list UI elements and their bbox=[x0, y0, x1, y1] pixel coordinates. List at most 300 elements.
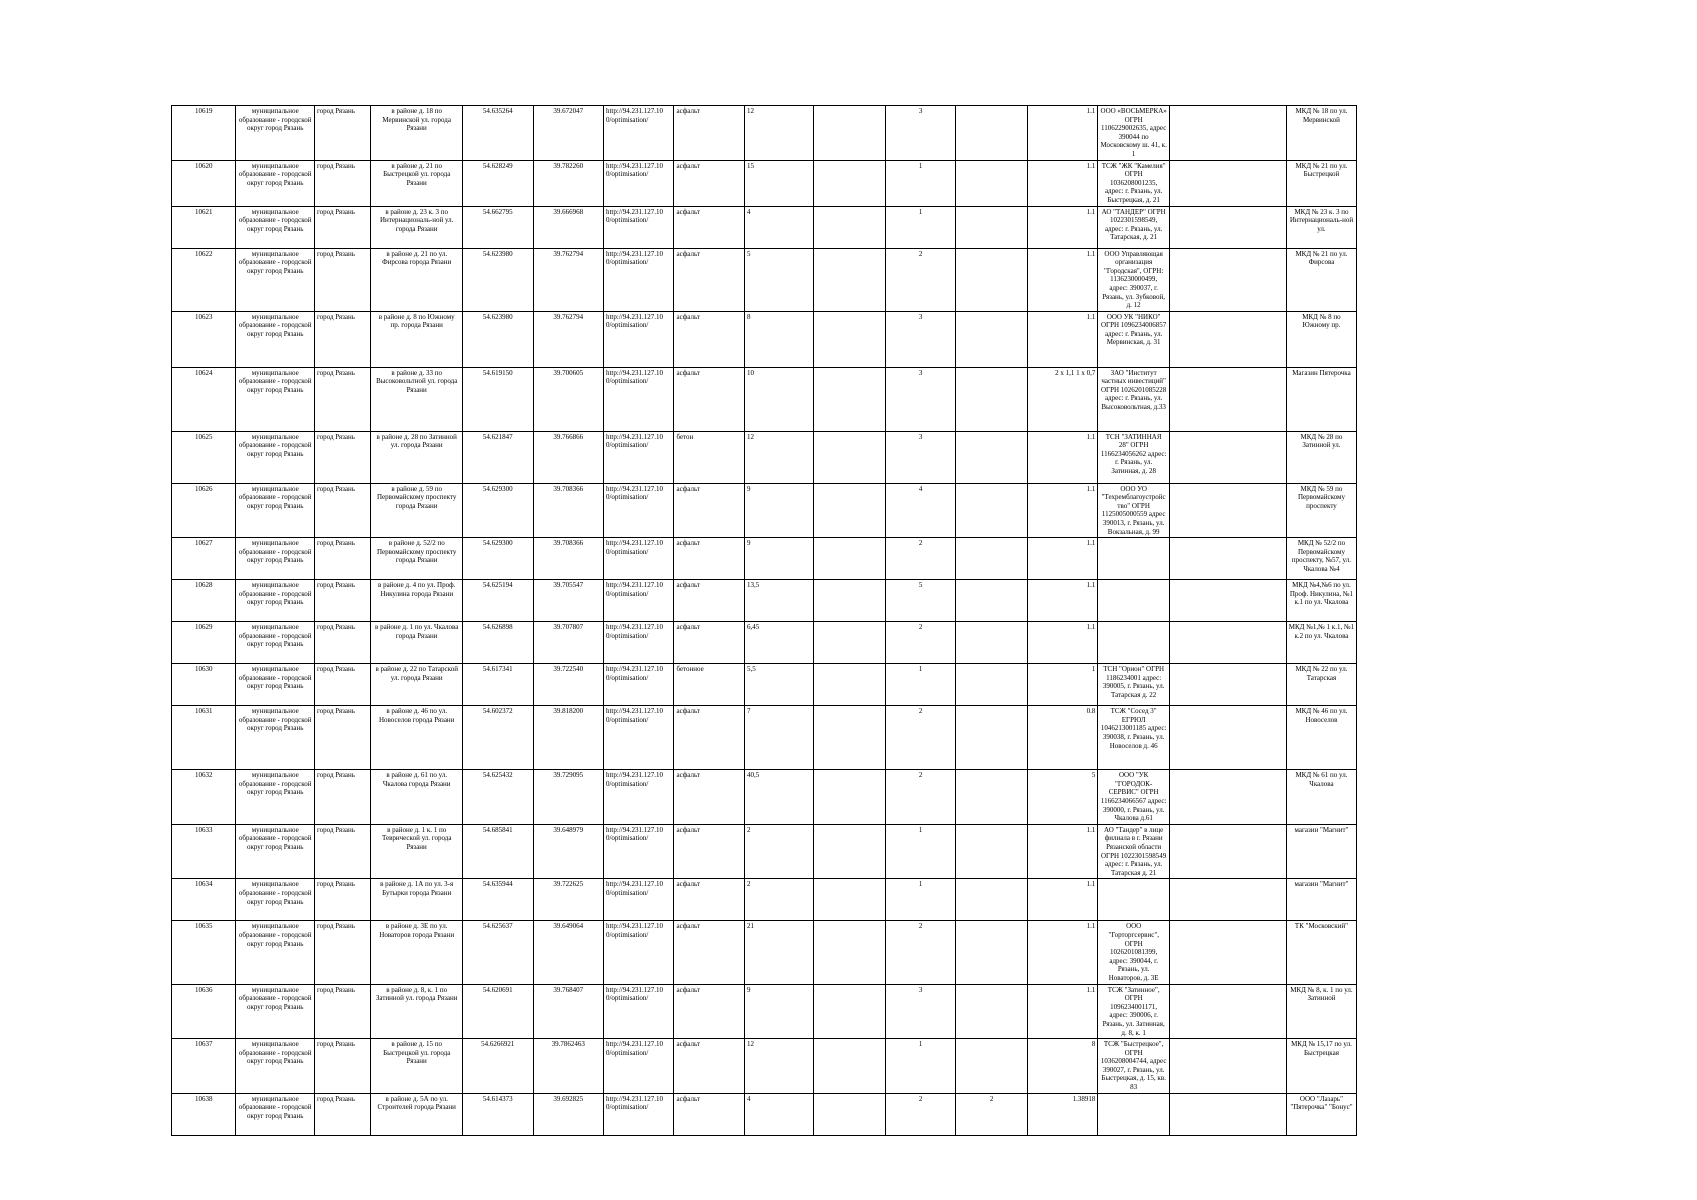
container-sites-table bbox=[171, 105, 1453, 1136]
owner-cell: ТСЖ "Быстрецкое", ОГРН 1036208004744, адрес 390027, г. Рязань, ул. Быстрецкая, д. 15, кв. 83 bbox=[1098, 1039, 1170, 1094]
table-row bbox=[172, 367, 1453, 431]
municipality-cell: муниципальное образование - городской округ город Рязань bbox=[236, 664, 315, 706]
container-count-cell: 2 bbox=[885, 1093, 955, 1135]
area-cell: 15 bbox=[744, 160, 813, 206]
volume-cell: 8 bbox=[1027, 1039, 1097, 1094]
volume-cell: 1.1 bbox=[1027, 921, 1097, 984]
area-cell: 12 bbox=[744, 431, 813, 483]
latitude-cell: 54.625194 bbox=[463, 580, 533, 622]
city-cell: город Рязань bbox=[314, 664, 370, 706]
map-link-cell: http://94.231.127.10 0/optimisation/ bbox=[603, 770, 673, 825]
empty-cell bbox=[1169, 706, 1286, 770]
extra-count-cell bbox=[956, 160, 1028, 206]
container-count-cell: 3 bbox=[885, 367, 955, 431]
waste-source-cell: МКД №1,№ 1 к.1, №1 к.2 по ул. Чкалова bbox=[1286, 622, 1356, 664]
surface-cell: асфальт bbox=[674, 1093, 744, 1135]
city-cell: город Рязань bbox=[314, 580, 370, 622]
row-id: 10632 bbox=[172, 770, 236, 825]
volume-cell: 1.1 bbox=[1027, 824, 1097, 879]
municipality-cell: муниципальное образование - городской округ город Рязань bbox=[236, 431, 315, 483]
empty-cell bbox=[1169, 921, 1286, 984]
volume-cell: 1.38918 bbox=[1027, 1093, 1097, 1135]
longitude-cell: 39.708366 bbox=[533, 483, 603, 538]
empty-cell bbox=[814, 248, 886, 311]
empty-cell bbox=[1169, 879, 1286, 921]
longitude-cell: 39.666968 bbox=[533, 206, 603, 248]
extra-count-cell bbox=[956, 106, 1028, 161]
extra-count-cell bbox=[956, 206, 1028, 248]
area-cell: 7 bbox=[744, 706, 813, 770]
municipality-cell: муниципальное образование - городской округ город Рязань bbox=[236, 580, 315, 622]
owner-cell: ТСЖ "ЖК "Камелия" ОГРН 1036208001235, адрес: г. Рязань, ул. Быстрецкая, д. 21 bbox=[1098, 160, 1170, 206]
empty-cell bbox=[814, 367, 886, 431]
location-cell: в районе д. 1 к. 1 по Теврической ул. города Рязани bbox=[371, 824, 463, 879]
map-link-cell: http://94.231.127.10 0/optimisation/ bbox=[603, 431, 673, 483]
volume-cell: 1.1 bbox=[1027, 483, 1097, 538]
map-link-cell: http://94.231.127.10 0/optimisation/ bbox=[603, 664, 673, 706]
owner-cell: АО "Тандер" в лице филиала в г. Рязани Рязанской области ОГРН 1022301598549 адрес: г. Рязань, ул. Татарская д. 21 bbox=[1098, 824, 1170, 879]
container-count-cell: 2 bbox=[885, 538, 955, 580]
empty-cell bbox=[814, 311, 886, 367]
map-link-cell: http://94.231.127.10 0/optimisation/ bbox=[603, 622, 673, 664]
empty-cell bbox=[1169, 824, 1286, 879]
container-count-cell: 5 bbox=[885, 580, 955, 622]
extra-count-cell bbox=[956, 248, 1028, 311]
map-link-cell: http://94.231.127.10 0/optimisation/ bbox=[603, 248, 673, 311]
container-count-cell: 2 bbox=[885, 770, 955, 825]
location-cell: в районе д. 3Е по ул. Новаторов города Рязани bbox=[371, 921, 463, 984]
table-row bbox=[172, 664, 1453, 706]
location-cell: в районе д. 4 по ул. Проф. Никулина города Рязани bbox=[371, 580, 463, 622]
row-id: 10634 bbox=[172, 879, 236, 921]
city-cell: город Рязань bbox=[314, 311, 370, 367]
longitude-cell: 39.692825 bbox=[533, 1093, 603, 1135]
city-cell: город Рязань bbox=[314, 706, 370, 770]
longitude-cell: 39.762794 bbox=[533, 311, 603, 367]
empty-cell bbox=[1169, 160, 1286, 206]
owner-cell bbox=[1098, 538, 1170, 580]
area-cell: 10 bbox=[744, 367, 813, 431]
waste-source-cell: МКД № 46 по ул. Новоселов bbox=[1286, 706, 1356, 770]
container-count-cell: 1 bbox=[885, 824, 955, 879]
map-link-cell: http://94.231.127.10 0/optimisation/ bbox=[603, 367, 673, 431]
empty-cell bbox=[1169, 984, 1286, 1039]
surface-cell: асфальт bbox=[674, 160, 744, 206]
latitude-cell: 54.623980 bbox=[463, 248, 533, 311]
empty-cell bbox=[1169, 1039, 1286, 1094]
owner-cell bbox=[1098, 622, 1170, 664]
container-count-cell: 3 bbox=[885, 984, 955, 1039]
volume-cell: 1.1 bbox=[1027, 580, 1097, 622]
empty-cell bbox=[814, 622, 886, 664]
location-cell: в районе д. 15 по Быстрецкой ул. города Рязани bbox=[371, 1039, 463, 1094]
municipality-cell: муниципальное образование - городской округ город Рязань bbox=[236, 483, 315, 538]
table-row bbox=[172, 311, 1453, 367]
container-count-cell: 3 bbox=[885, 106, 955, 161]
longitude-cell: 39.782260 bbox=[533, 160, 603, 206]
empty-cell bbox=[814, 984, 886, 1039]
map-link-cell: http://94.231.127.10 0/optimisation/ bbox=[603, 160, 673, 206]
area-cell: 6,45 bbox=[744, 622, 813, 664]
owner-cell: ООО УК "НИКО" ОГРН 1096234006857 адрес: г. Рязань, ул. Мервинская, д. 31 bbox=[1098, 311, 1170, 367]
waste-source-cell: МКД № 28 по Затинной ул. bbox=[1286, 431, 1356, 483]
row-id: 10635 bbox=[172, 921, 236, 984]
row-id: 10620 bbox=[172, 160, 236, 206]
map-link-cell: http://94.231.127.10 0/optimisation/ bbox=[603, 1093, 673, 1135]
extra-count-cell bbox=[956, 367, 1028, 431]
location-cell: в районе д. 61 по ул. Чкалова города Рязани bbox=[371, 770, 463, 825]
empty-cell bbox=[1169, 538, 1286, 580]
table-row bbox=[172, 706, 1453, 770]
table-row bbox=[172, 106, 1453, 161]
owner-cell: ООО "Горторгсервис", ОГРН 1026201081399, адрес: 390044, г. Рязань, ул. Новаторов, д. 3Е bbox=[1098, 921, 1170, 984]
waste-source-cell: магазин "Магнит" bbox=[1286, 879, 1356, 921]
volume-cell: 1.1 bbox=[1027, 984, 1097, 1039]
longitude-cell: 39.649064 bbox=[533, 921, 603, 984]
map-link-cell: http://94.231.127.10 0/optimisation/ bbox=[603, 483, 673, 538]
location-cell: в районе д. 52/2 по Первомайскому проспекту города Рязани bbox=[371, 538, 463, 580]
row-id: 10627 bbox=[172, 538, 236, 580]
city-cell: город Рязань bbox=[314, 879, 370, 921]
waste-source-cell: МКД № 52/2 по Первомайскому проспекту, №57, ул. Чкалова №4 bbox=[1286, 538, 1356, 580]
owner-cell: ТСЖ "Сосед 3" ЕГРЮЛ 1046213001185 адрес: 390038, г. Рязань, ул. Новоселов д. 46 bbox=[1098, 706, 1170, 770]
waste-source-cell: МКД № 8, к. 1 по ул. Затинной bbox=[1286, 984, 1356, 1039]
location-cell: в районе д. 33 по Высоковольтной ул. города Рязани bbox=[371, 367, 463, 431]
area-cell: 9 bbox=[744, 984, 813, 1039]
latitude-cell: 54.6266921 bbox=[463, 1039, 533, 1094]
city-cell: город Рязань bbox=[314, 538, 370, 580]
extra-count-cell bbox=[956, 431, 1028, 483]
location-cell: в районе д. 1 по ул. Чкалова города Рязани bbox=[371, 622, 463, 664]
container-count-cell: 1 bbox=[885, 160, 955, 206]
table-row bbox=[172, 1039, 1453, 1094]
area-cell: 2 bbox=[744, 879, 813, 921]
volume-cell: 0.8 bbox=[1027, 706, 1097, 770]
row-id: 10624 bbox=[172, 367, 236, 431]
table-row bbox=[172, 984, 1453, 1039]
extra-count-cell bbox=[956, 580, 1028, 622]
longitude-cell: 39.707807 bbox=[533, 622, 603, 664]
owner-cell: ООО "УК "ГОРОДОК-СЕРВИС" ОГРН 1166234066567 адрес: 390000, г. Рязань, ул. Чкалова д.61 bbox=[1098, 770, 1170, 825]
longitude-cell: 39.7862463 bbox=[533, 1039, 603, 1094]
row-id: 10631 bbox=[172, 706, 236, 770]
empty-cell bbox=[1169, 367, 1286, 431]
waste-source-cell: МКД № 22 по ул. Татарская bbox=[1286, 664, 1356, 706]
latitude-cell: 54.629300 bbox=[463, 538, 533, 580]
latitude-cell: 54.621847 bbox=[463, 431, 533, 483]
empty-cell bbox=[814, 921, 886, 984]
area-cell: 13,5 bbox=[744, 580, 813, 622]
empty-cell bbox=[1169, 431, 1286, 483]
area-cell: 12 bbox=[744, 106, 813, 161]
waste-source-cell: ООО "Лазарь" "Пятерочка" "Бонус" bbox=[1286, 1093, 1356, 1135]
city-cell: город Рязань bbox=[314, 1093, 370, 1135]
area-cell: 4 bbox=[744, 206, 813, 248]
area-cell: 8 bbox=[744, 311, 813, 367]
empty-cell bbox=[1169, 311, 1286, 367]
owner-cell: АО "ТАНДЕР" ОГРН 1022301598549, адрес: г. Рязань, ул. Татарская, д. 21 bbox=[1098, 206, 1170, 248]
map-link-cell: http://94.231.127.10 0/optimisation/ bbox=[603, 984, 673, 1039]
municipality-cell: муниципальное образование - городской округ город Рязань bbox=[236, 984, 315, 1039]
table-row bbox=[172, 824, 1453, 879]
map-link-cell: http://94.231.127.10 0/optimisation/ bbox=[603, 311, 673, 367]
waste-source-cell: МКД № 21 по ул. Быстрецкой bbox=[1286, 160, 1356, 206]
city-cell: город Рязань bbox=[314, 1039, 370, 1094]
container-count-cell: 2 bbox=[885, 921, 955, 984]
city-cell: город Рязань bbox=[314, 206, 370, 248]
municipality-cell: муниципальное образование - городской округ город Рязань bbox=[236, 770, 315, 825]
row-id: 10629 bbox=[172, 622, 236, 664]
latitude-cell: 54.625637 bbox=[463, 921, 533, 984]
area-cell: 21 bbox=[744, 921, 813, 984]
city-cell: город Рязань bbox=[314, 106, 370, 161]
owner-cell: ТСЖ "Затинное", ОГРН 1096234001171, адрес: 390006, г. Рязань, ул. Затинная, д. 8, к. 1 bbox=[1098, 984, 1170, 1039]
extra-count-cell bbox=[956, 483, 1028, 538]
empty-cell bbox=[814, 706, 886, 770]
location-cell: в районе д. 21 по Быстрецкой ул. города Рязани bbox=[371, 160, 463, 206]
longitude-cell: 39.722625 bbox=[533, 879, 603, 921]
extra-count-cell bbox=[956, 706, 1028, 770]
container-count-cell: 1 bbox=[885, 664, 955, 706]
container-count-cell: 2 bbox=[885, 248, 955, 311]
extra-count-cell bbox=[956, 984, 1028, 1039]
location-cell: в районе д. 28 по Затинной ул. города Рязани bbox=[371, 431, 463, 483]
longitude-cell: 39.762794 bbox=[533, 248, 603, 311]
empty-cell bbox=[1169, 483, 1286, 538]
surface-cell: бетон bbox=[674, 431, 744, 483]
empty-cell bbox=[814, 431, 886, 483]
area-cell: 5 bbox=[744, 248, 813, 311]
registry-sheet bbox=[171, 105, 1453, 1136]
container-count-cell: 2 bbox=[885, 706, 955, 770]
table-row bbox=[172, 879, 1453, 921]
waste-source-cell: ТК "Московский" bbox=[1286, 921, 1356, 984]
extra-count-cell bbox=[956, 1039, 1028, 1094]
empty-cell bbox=[1169, 580, 1286, 622]
owner-cell: ООО «ВОСЬМЕРКА» ОГРН 1106229002635, адрес 390044 по Московскому ш. 41, к. 1 bbox=[1098, 106, 1170, 161]
container-count-cell: 2 bbox=[885, 622, 955, 664]
owner-cell bbox=[1098, 1093, 1170, 1135]
latitude-cell: 54.620691 bbox=[463, 984, 533, 1039]
area-cell: 9 bbox=[744, 538, 813, 580]
city-cell: город Рязань bbox=[314, 248, 370, 311]
longitude-cell: 39.722540 bbox=[533, 664, 603, 706]
row-id: 10638 bbox=[172, 1093, 236, 1135]
empty-cell bbox=[814, 770, 886, 825]
municipality-cell: муниципальное образование - городской округ город Рязань bbox=[236, 622, 315, 664]
surface-cell: асфальт bbox=[674, 483, 744, 538]
location-cell: в районе д. 23 к. 3 по Интернациональ-ной ул. города Рязани bbox=[371, 206, 463, 248]
surface-cell: асфальт bbox=[674, 106, 744, 161]
row-id: 10628 bbox=[172, 580, 236, 622]
empty-cell bbox=[814, 580, 886, 622]
empty-cell bbox=[814, 106, 886, 161]
row-id: 10625 bbox=[172, 431, 236, 483]
map-link-cell: http://94.231.127.10 0/optimisation/ bbox=[603, 824, 673, 879]
table-row bbox=[172, 770, 1453, 825]
owner-cell: ЗАО "Институт частных инвестиций" ОГРН 1026201085228 адрес: г. Рязань, ул. Высоковольтная, д.33 bbox=[1098, 367, 1170, 431]
volume-cell: 1.1 bbox=[1027, 311, 1097, 367]
owner-cell bbox=[1098, 580, 1170, 622]
container-count-cell: 1 bbox=[885, 879, 955, 921]
location-cell: в районе д. 18 по Мервинской ул. города Рязани bbox=[371, 106, 463, 161]
owner-cell bbox=[1098, 879, 1170, 921]
municipality-cell: муниципальное образование - городской округ город Рязань bbox=[236, 879, 315, 921]
longitude-cell: 39.768407 bbox=[533, 984, 603, 1039]
row-id: 10633 bbox=[172, 824, 236, 879]
municipality-cell: муниципальное образование - городской округ город Рязань bbox=[236, 160, 315, 206]
extra-count-cell bbox=[956, 622, 1028, 664]
latitude-cell: 54.619150 bbox=[463, 367, 533, 431]
row-id: 10637 bbox=[172, 1039, 236, 1094]
table-row bbox=[172, 483, 1453, 538]
city-cell: город Рязань bbox=[314, 367, 370, 431]
city-cell: город Рязань bbox=[314, 824, 370, 879]
volume-cell: 1.1 bbox=[1027, 622, 1097, 664]
owner-cell: ООО Управляющая организация "Городская", ОГРН: 1136230000499, адрес: 390037, г. Рязань, ул. Зубковой, д. 12 bbox=[1098, 248, 1170, 311]
location-cell: в районе д. 46 по ул. Новоселов города Рязани bbox=[371, 706, 463, 770]
municipality-cell: муниципальное образование - городской округ город Рязань bbox=[236, 538, 315, 580]
municipality-cell: муниципальное образование - городской округ город Рязань bbox=[236, 921, 315, 984]
area-cell: 12 bbox=[744, 1039, 813, 1094]
latitude-cell: 54.623980 bbox=[463, 311, 533, 367]
table-row bbox=[172, 580, 1453, 622]
empty-cell bbox=[814, 824, 886, 879]
volume-cell: 5 bbox=[1027, 770, 1097, 825]
longitude-cell: 39.672047 bbox=[533, 106, 603, 161]
location-cell: в районе д. 8, к. 1 по Затинной ул. города Рязани bbox=[371, 984, 463, 1039]
row-id: 10621 bbox=[172, 206, 236, 248]
area-cell: 5,5 bbox=[744, 664, 813, 706]
surface-cell: асфальт bbox=[674, 1039, 744, 1094]
municipality-cell: муниципальное образование - городской округ город Рязань bbox=[236, 1039, 315, 1094]
latitude-cell: 54.617341 bbox=[463, 664, 533, 706]
empty-cell bbox=[1169, 1093, 1286, 1135]
waste-source-cell: МКД № 15,17 по ул. Быстрецкая bbox=[1286, 1039, 1356, 1094]
map-link-cell: http://94.231.127.10 0/optimisation/ bbox=[603, 580, 673, 622]
owner-cell: ТСН "ЗАТИННАЯ 28" ОГРН 1166234056262 адрес: г. Рязань, ул. Затинная, д. 28 bbox=[1098, 431, 1170, 483]
municipality-cell: муниципальное образование - городской округ город Рязань bbox=[236, 367, 315, 431]
municipality-cell: муниципальное образование - городской округ город Рязань bbox=[236, 706, 315, 770]
empty-cell bbox=[1169, 664, 1286, 706]
surface-cell: асфальт bbox=[674, 984, 744, 1039]
location-cell: в районе д. 1А по ул. 3-я Бутырки города Рязани bbox=[371, 879, 463, 921]
longitude-cell: 39.766866 bbox=[533, 431, 603, 483]
volume-cell: 2 x 1,1 1 x 0,7 bbox=[1027, 367, 1097, 431]
surface-cell: асфальт bbox=[674, 580, 744, 622]
row-id: 10630 bbox=[172, 664, 236, 706]
latitude-cell: 54.685841 bbox=[463, 824, 533, 879]
area-cell: 4 bbox=[744, 1093, 813, 1135]
location-cell: в районе д. 8 по Южному пр. города Рязани bbox=[371, 311, 463, 367]
surface-cell: асфальт bbox=[674, 706, 744, 770]
longitude-cell: 39.818200 bbox=[533, 706, 603, 770]
empty-cell bbox=[814, 879, 886, 921]
city-cell: город Рязань bbox=[314, 984, 370, 1039]
empty-cell bbox=[814, 664, 886, 706]
city-cell: город Рязань bbox=[314, 622, 370, 664]
city-cell: город Рязань bbox=[314, 770, 370, 825]
area-cell: 9 bbox=[744, 483, 813, 538]
waste-source-cell: МКД № 59 по Первомайскому проспекту bbox=[1286, 483, 1356, 538]
latitude-cell: 54.635264 bbox=[463, 106, 533, 161]
map-link-cell: http://94.231.127.10 0/optimisation/ bbox=[603, 879, 673, 921]
waste-source-cell: магазин "Магнит" bbox=[1286, 824, 1356, 879]
empty-cell bbox=[814, 1039, 886, 1094]
longitude-cell: 39.648979 bbox=[533, 824, 603, 879]
row-id: 10636 bbox=[172, 984, 236, 1039]
empty-cell bbox=[1169, 248, 1286, 311]
surface-cell: асфальт bbox=[674, 824, 744, 879]
area-cell: 40,5 bbox=[744, 770, 813, 825]
surface-cell: асфальт bbox=[674, 538, 744, 580]
city-cell: город Рязань bbox=[314, 483, 370, 538]
map-link-cell: http://94.231.127.10 0/optimisation/ bbox=[603, 538, 673, 580]
table-row bbox=[172, 622, 1453, 664]
latitude-cell: 54.625432 bbox=[463, 770, 533, 825]
surface-cell: асфальт bbox=[674, 770, 744, 825]
table-row bbox=[172, 160, 1453, 206]
waste-source-cell: МКД № 21 по ул. Фирсова bbox=[1286, 248, 1356, 311]
empty-cell bbox=[1169, 622, 1286, 664]
volume-cell: 1.1 bbox=[1027, 538, 1097, 580]
extra-count-cell bbox=[956, 824, 1028, 879]
latitude-cell: 54.629300 bbox=[463, 483, 533, 538]
volume-cell: 1.1 bbox=[1027, 248, 1097, 311]
longitude-cell: 39.700605 bbox=[533, 367, 603, 431]
row-id: 10623 bbox=[172, 311, 236, 367]
container-count-cell: 3 bbox=[885, 431, 955, 483]
extra-count-cell bbox=[956, 770, 1028, 825]
extra-count-cell bbox=[956, 921, 1028, 984]
waste-source-cell: МКД № 8 по Южному пр. bbox=[1286, 311, 1356, 367]
empty-cell bbox=[1169, 770, 1286, 825]
city-cell: город Рязань bbox=[314, 431, 370, 483]
volume-cell: 1.1 bbox=[1027, 206, 1097, 248]
waste-source-cell: МКД № 61 по ул. Чкалова bbox=[1286, 770, 1356, 825]
volume-cell: 1.1 bbox=[1027, 106, 1097, 161]
waste-source-cell: МКД № 18 по ул. Мервинской bbox=[1286, 106, 1356, 161]
container-count-cell: 3 bbox=[885, 311, 955, 367]
row-id: 10626 bbox=[172, 483, 236, 538]
surface-cell: асфальт bbox=[674, 879, 744, 921]
empty-cell bbox=[814, 538, 886, 580]
surface-cell: бетонное bbox=[674, 664, 744, 706]
city-cell: город Рязань bbox=[314, 160, 370, 206]
container-count-cell: 1 bbox=[885, 206, 955, 248]
row-id: 10622 bbox=[172, 248, 236, 311]
longitude-cell: 39.705547 bbox=[533, 580, 603, 622]
longitude-cell: 39.729095 bbox=[533, 770, 603, 825]
latitude-cell: 54.602372 bbox=[463, 706, 533, 770]
municipality-cell: муниципальное образование - городской округ город Рязань bbox=[236, 824, 315, 879]
extra-count-cell bbox=[956, 538, 1028, 580]
surface-cell: асфальт bbox=[674, 921, 744, 984]
latitude-cell: 54.614373 bbox=[463, 1093, 533, 1135]
surface-cell: асфальт bbox=[674, 367, 744, 431]
empty-cell bbox=[1169, 106, 1286, 161]
latitude-cell: 54.635944 bbox=[463, 879, 533, 921]
municipality-cell: муниципальное образование - городской округ город Рязань bbox=[236, 106, 315, 161]
map-link-cell: http://94.231.127.10 0/optimisation/ bbox=[603, 206, 673, 248]
municipality-cell: муниципальное образование - городской округ город Рязань bbox=[236, 206, 315, 248]
waste-source-cell: Магазин Пятерочка bbox=[1286, 367, 1356, 431]
latitude-cell: 54.628249 bbox=[463, 160, 533, 206]
empty-cell bbox=[1169, 206, 1286, 248]
row-id: 10619 bbox=[172, 106, 236, 161]
empty-cell bbox=[814, 206, 886, 248]
table-row bbox=[172, 206, 1453, 248]
